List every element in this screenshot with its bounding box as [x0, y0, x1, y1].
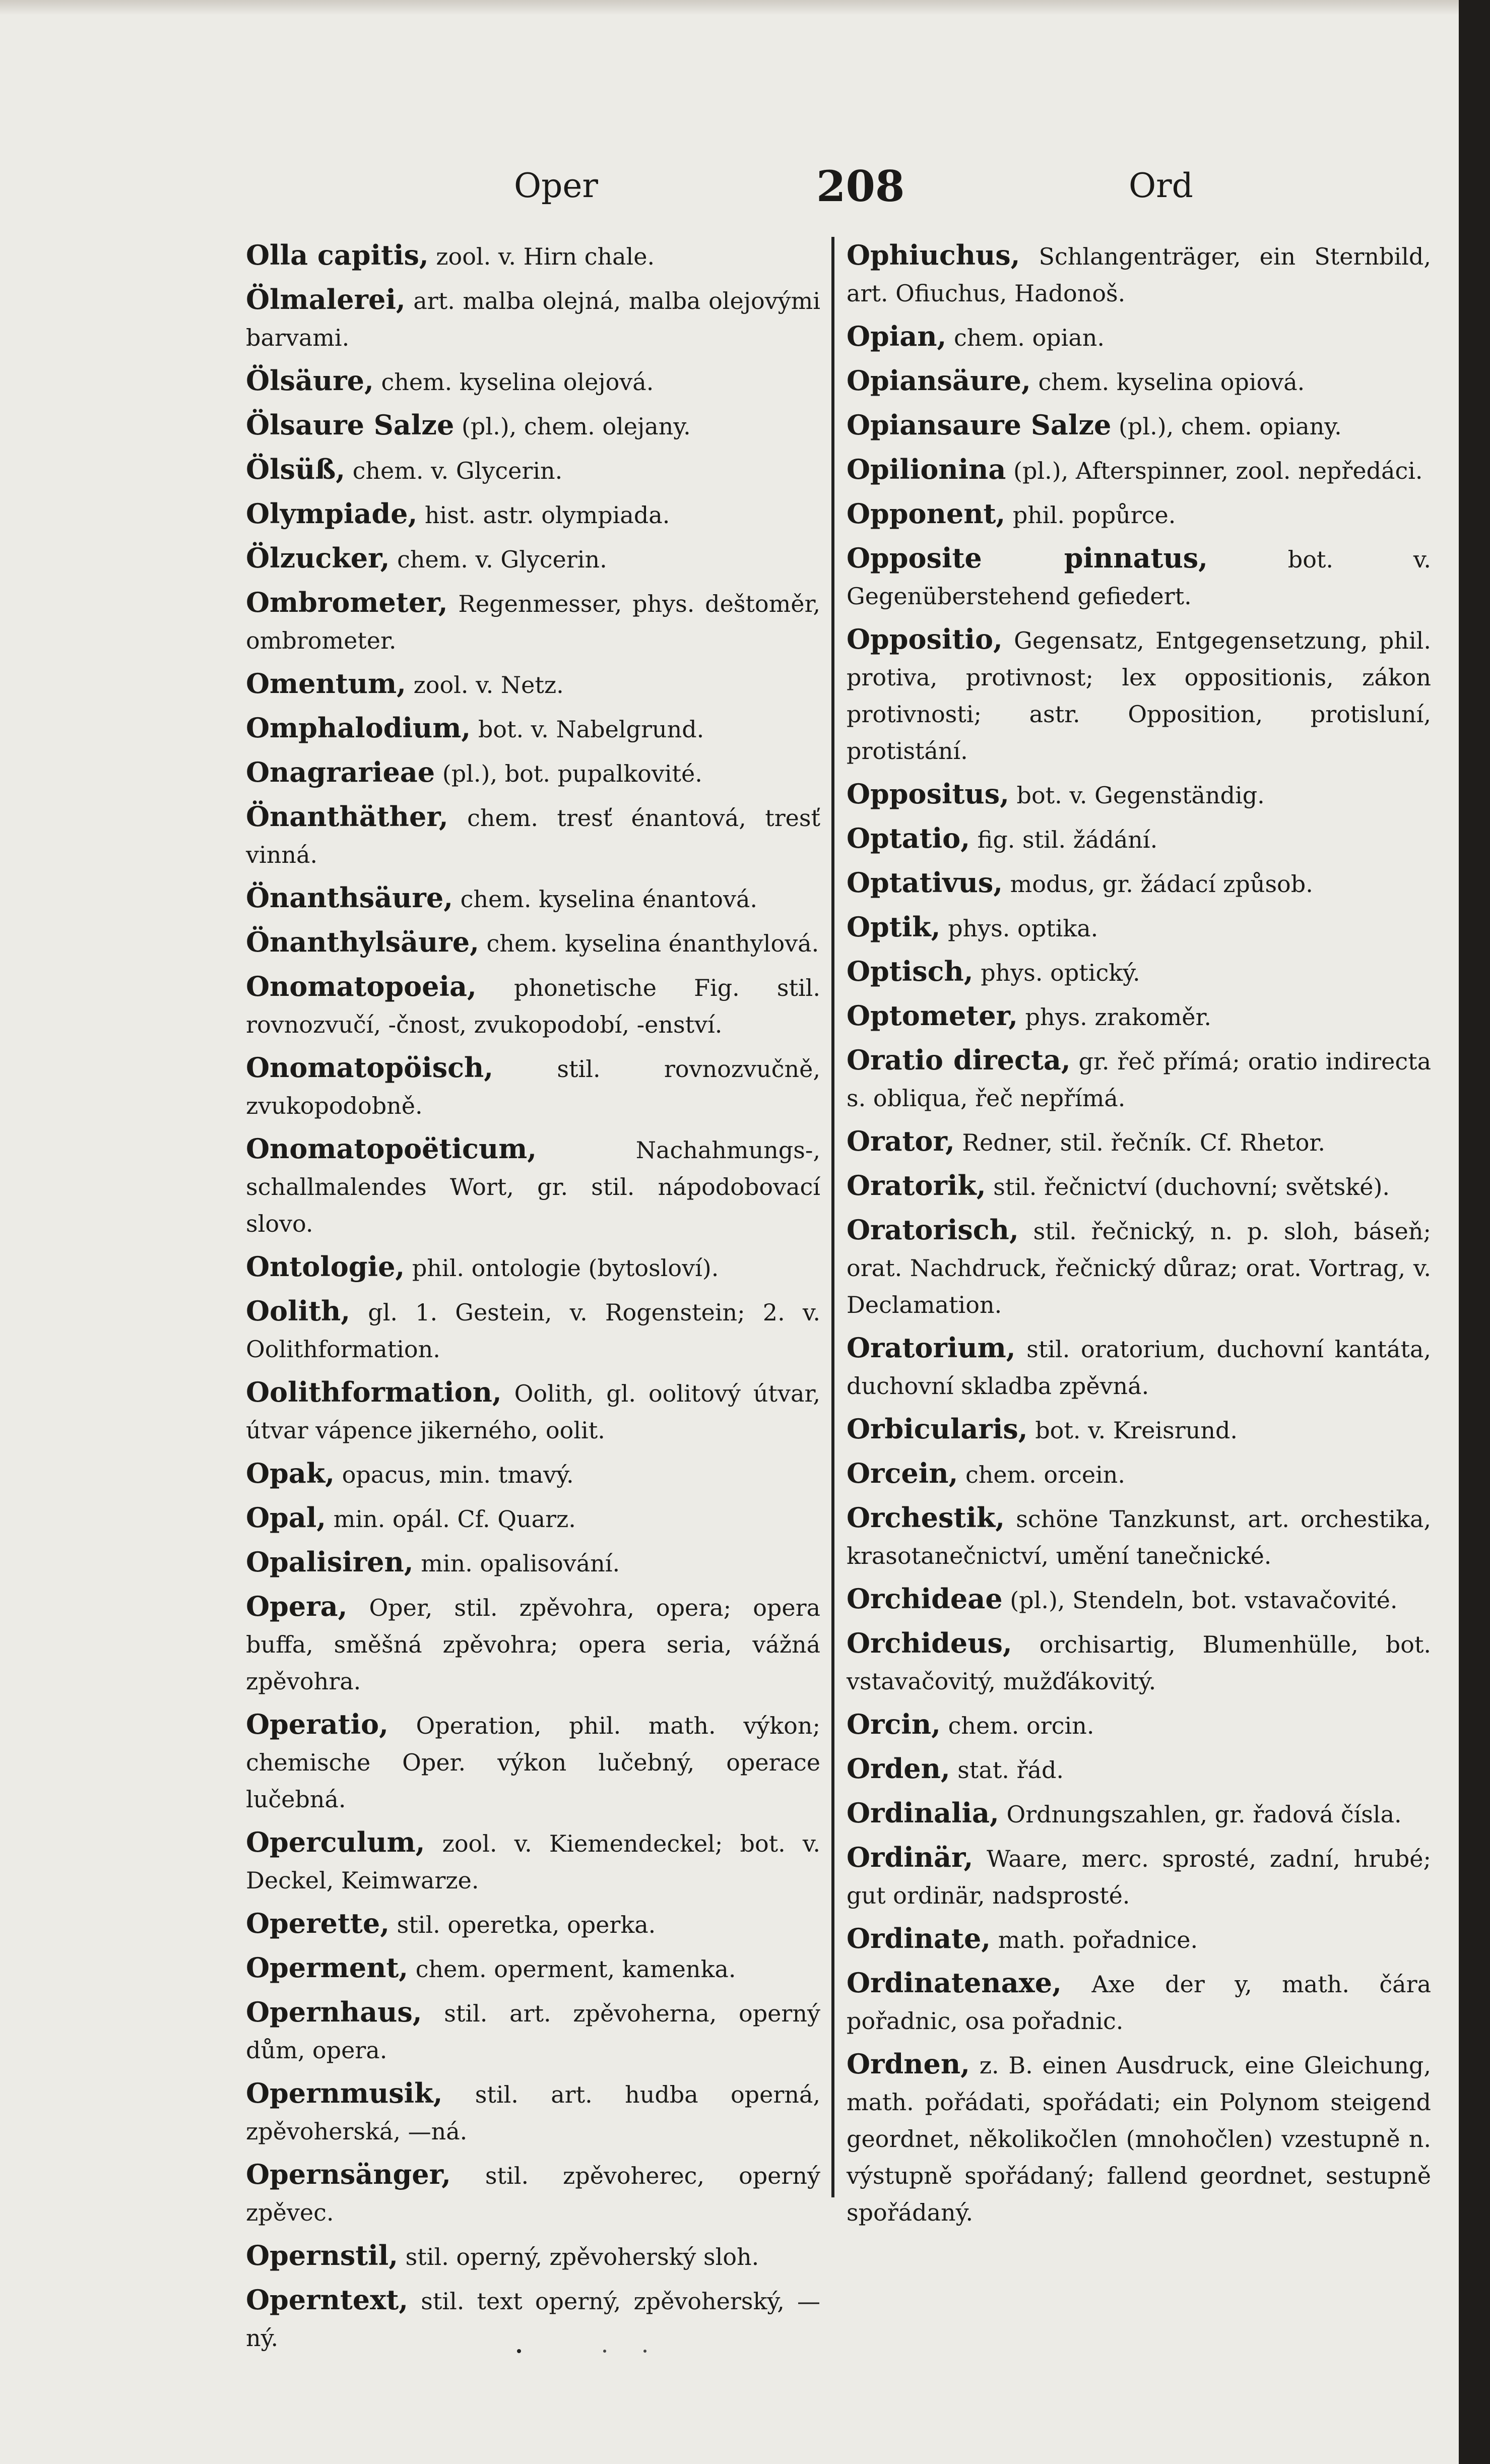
dictionary-entry: [847, 451, 1431, 489]
entry-gloss: modus, gr. žádací způsob.: [1010, 870, 1313, 898]
entry-gloss: Redner, stil. řečník. Cf. Rhetor.: [962, 1129, 1325, 1156]
dictionary-entry: [246, 362, 820, 401]
entry-headword: Opernhaus,: [246, 1996, 422, 2028]
entry-gloss: art. malba olejná, malba olejovými barvami.: [246, 287, 820, 351]
entry-gloss: (pl.), Stendeln, bot. vstavačovité.: [1010, 1587, 1398, 1614]
dictionary-entry: [847, 1411, 1431, 1449]
entry-gloss: stil. zpěvoherec, operný zpěvec.: [246, 2162, 820, 2226]
dictionary-entry: [847, 1839, 1431, 1914]
entry-gloss: bot. v. Gegenüberstehend gefiedert.: [847, 546, 1431, 610]
entry-headword: Oratorik,: [847, 1169, 986, 1202]
scan-top-edge: [0, 0, 1490, 15]
dictionary-entry: [847, 1795, 1431, 1833]
dictionary-entry: [847, 318, 1431, 356]
entry-gloss: stat. řád.: [957, 1756, 1064, 1784]
entry-gloss: phys. zrakoměr.: [1025, 1003, 1212, 1031]
entry-gloss: stil. řečnictví (duchovní; světské).: [993, 1173, 1390, 1201]
footer-marks: [514, 2344, 665, 2359]
entry-headword: Ölsäure,: [246, 364, 374, 397]
entry-headword: Optik,: [847, 911, 941, 943]
entry-gloss: (pl.), bot. pupalkovité.: [442, 760, 702, 787]
dictionary-entry: [246, 495, 820, 534]
entry-gloss: bot. v. Kreisrund.: [1035, 1417, 1238, 1444]
entry-headword: Olympiade,: [246, 497, 418, 530]
entry-gloss: fig. stil. žádání.: [977, 826, 1158, 853]
right-column: [847, 237, 1431, 2237]
entry-gloss: chem. kyselina énantová.: [460, 886, 758, 913]
entry-headword: Onomatopoëticum,: [246, 1132, 537, 1165]
entry-gloss: Oper, stil. zpěvohra, opera; opera buffa, směšná zpěvohra; opera seria, vážná zpěvohra.: [246, 1594, 820, 1695]
dictionary-entry: [847, 1706, 1431, 1744]
entry-headword: Opiansäure,: [847, 364, 1031, 397]
dictionary-entry: [246, 665, 820, 704]
entry-gloss: zool. v. Kiemendeckel; bot. v. Deckel, Keimwarze.: [246, 1830, 820, 1894]
entry-headword: Orchideus,: [847, 1627, 1012, 1659]
dictionary-entry: [847, 909, 1431, 947]
entry-headword: Opian,: [847, 320, 947, 352]
dictionary-entry: [847, 776, 1431, 814]
entry-gloss: bot. v. Gegenständig.: [1016, 782, 1265, 809]
entry-headword: Önanthäther,: [246, 800, 448, 833]
dictionary-entry: [847, 540, 1431, 615]
entry-headword: Opernmusik,: [246, 2077, 443, 2109]
entry-gloss: gr. řeč přímá; oratio indirecta s. obliqua, řeč nepřímá.: [847, 1048, 1432, 1112]
entry-gloss: min. opalisování.: [421, 1550, 620, 1577]
entry-headword: Opalisiren,: [246, 1546, 414, 1578]
dictionary-entry: [847, 953, 1431, 991]
entry-headword: Operatio,: [246, 1708, 388, 1740]
entry-gloss: zool. v. Netz.: [413, 671, 564, 699]
dictionary-entry: [847, 820, 1431, 858]
entry-headword: Ordinalia,: [847, 1797, 999, 1829]
dictionary-entry: [847, 1499, 1431, 1574]
column-divider: [831, 237, 834, 2197]
dictionary-entry: [246, 798, 820, 873]
entry-gloss: min. opál. Cf. Quarz.: [333, 1505, 576, 1533]
entry-headword: Oratio directa,: [847, 1044, 1071, 1076]
dictionary-entry: [246, 710, 820, 748]
entry-gloss: chem. opian.: [954, 324, 1105, 351]
entry-gloss: stil. text operný, zpěvoherský, —ný.: [246, 2288, 820, 2352]
entry-gloss: Ordnungszahlen, gr. řadová čísla.: [1006, 1801, 1402, 1828]
entry-gloss: chem. v. Glycerin.: [352, 457, 563, 484]
entry-gloss: Schlangenträger, ein Sternbild, art. Ofiuchus, Hadonoš.: [847, 243, 1431, 307]
entry-gloss: math. pořadnice.: [998, 1926, 1198, 1953]
header-left-guideword: Oper: [514, 166, 598, 205]
entry-gloss: phonetische Fig. stil. rovnozvučí, -čnost, zvukopodobí, -enství.: [246, 974, 821, 1038]
entry-gloss: phil. ontologie (bytosloví).: [412, 1254, 719, 1282]
entry-headword: Ölzucker,: [246, 542, 390, 574]
dictionary-entry: [847, 1212, 1431, 1323]
entry-headword: Operculum,: [246, 1826, 425, 1858]
dictionary-entry: [847, 2046, 1431, 2231]
dictionary-entry: [847, 407, 1431, 445]
entry-gloss: stil. operný, zpěvoherský sloh.: [405, 2243, 759, 2270]
page-number: 208: [816, 161, 905, 211]
entry-headword: Onagrarieae: [246, 756, 435, 788]
entry-gloss: opacus, min. tmavý.: [342, 1461, 574, 1488]
entry-gloss: z. B. einen Ausdruck, eine Gleichung, math. pořádati, spořádati; ein Polynom steigend geordnet, několikočlen (mnohočlen) vzestupně n. výstupně spořádaný; fallend geordnet, sestupně spořádaný.: [847, 2052, 1432, 2226]
entry-headword: Opilionina: [847, 453, 1006, 485]
entry-headword: Ordinate,: [847, 1922, 991, 1954]
dictionary-entry: [246, 1824, 820, 1899]
dictionary-entry: [847, 621, 1431, 770]
dictionary-entry: [246, 1706, 820, 1818]
dictionary-entry: [847, 1167, 1431, 1206]
entry-headword: Oppositio,: [847, 623, 1003, 655]
entry-headword: Ontologie,: [246, 1250, 405, 1283]
entry-gloss: chem. tresť énantová, tresť vinná.: [246, 804, 820, 868]
entry-gloss: stil. oratorium, duchovní kantáta, duchovní skladba zpěvná.: [847, 1336, 1431, 1400]
dictionary-entry: [847, 1330, 1431, 1405]
dictionary-entry: [246, 584, 820, 659]
entry-headword: Optisch,: [847, 955, 974, 987]
entry-headword: Opposite pinnatus,: [847, 542, 1208, 574]
entry-headword: Opak,: [246, 1457, 335, 1489]
dictionary-entry: [847, 362, 1431, 401]
entry-headword: Ölmalerei,: [246, 283, 406, 315]
dictionary-entry: [246, 1949, 820, 1988]
entry-gloss: phys. optický.: [981, 959, 1140, 986]
dictionary-entry: [246, 1293, 820, 1368]
entry-headword: Orden,: [847, 1752, 950, 1785]
entry-gloss: chem. orcin.: [948, 1712, 1094, 1739]
entry-headword: Ordnen,: [847, 2048, 970, 2080]
entry-gloss: Nachahmungs-, schallmalendes Wort, gr. stil. nápodobovací slovo.: [246, 1136, 820, 1237]
dictionary-entry: [847, 1920, 1431, 1958]
entry-gloss: Oolith, gl. oolitový útvar, útvar vápence jikerného, oolit.: [246, 1380, 821, 1444]
entry-headword: Opiansaure Salze: [847, 409, 1112, 441]
entry-headword: Orcin,: [847, 1708, 941, 1740]
dictionary-entry: [246, 2075, 820, 2150]
entry-headword: Önanthylsäure,: [246, 926, 479, 958]
entry-gloss: Gegensatz, Entgegensetzung, phil. protiva, protivnost; lex oppositionis, zákon protivnosti; astr. Opposition, protisluní, protistání.: [847, 627, 1432, 765]
scan-right-edge: [1459, 0, 1490, 2464]
entry-gloss: stil. operetka, operka.: [397, 1911, 656, 1938]
entry-gloss: chem. kyselina olejová.: [381, 368, 654, 396]
dictionary-entry: [246, 1994, 820, 2069]
dictionary-entry: [246, 1455, 820, 1493]
entry-headword: Oppositus,: [847, 778, 1009, 810]
dictionary-entry: [246, 407, 820, 445]
entry-headword: Omentum,: [246, 667, 406, 700]
entry-headword: Optometer,: [847, 999, 1018, 1032]
entry-headword: Ordinär,: [847, 1841, 974, 1873]
dictionary-entry: [847, 997, 1431, 1036]
dictionary-entry: [847, 1581, 1431, 1619]
entry-headword: Oolith,: [246, 1295, 351, 1327]
entry-headword: Optativus,: [847, 866, 1003, 899]
entry-headword: Oolithformation,: [246, 1376, 502, 1408]
entry-gloss: phys. optika.: [948, 915, 1098, 942]
entry-headword: Ombrometer,: [246, 586, 448, 618]
dictionary-entry: [847, 1750, 1431, 1789]
entry-headword: Oratorium,: [847, 1332, 1016, 1364]
dictionary-entry: [246, 281, 820, 356]
entry-gloss: Axe der y, math. čára pořadnic, osa pořadnic.: [847, 1971, 1431, 2035]
entry-gloss: gl. 1. Gestein, v. Rogenstein; 2. v. Oolithformation.: [246, 1299, 820, 1363]
entry-gloss: stil. řečnický, n. p. sloh, báseň; orat. Nachdruck, řečnický důraz; orat. Vortrag, v. Declamation.: [847, 1218, 1431, 1318]
dictionary-entry: [246, 1374, 820, 1449]
entry-gloss: chem. orcein.: [965, 1461, 1126, 1488]
entry-headword: Onomatopoeia,: [246, 970, 477, 1002]
dictionary-entry: [847, 1625, 1431, 1700]
dictionary-entry: [246, 1049, 820, 1124]
entry-headword: Ordinatenaxe,: [847, 1967, 1062, 1999]
entry-headword: Opernsänger,: [246, 2158, 451, 2190]
entry-headword: Optatio,: [847, 822, 970, 854]
entry-headword: Orbicularis,: [847, 1413, 1028, 1445]
dictionary-entry: [847, 1123, 1431, 1161]
entry-headword: Opernstil,: [246, 2239, 399, 2271]
entry-gloss: chem. kyselina énanthylová.: [486, 930, 819, 957]
dictionary-entry: [246, 1248, 820, 1287]
entry-gloss: chem. operment, kamenka.: [415, 1955, 736, 1983]
entry-gloss: phil. popůrce.: [1012, 501, 1176, 529]
entry-gloss: bot. v. Nabelgrund.: [478, 716, 704, 743]
entry-gloss: Waare, merc. sprosté, zadní, hrubé; gut ordinär, nadsprosté.: [847, 1845, 1431, 1909]
entry-gloss: (pl.), chem. opiany.: [1118, 413, 1342, 440]
entry-headword: Orator,: [847, 1125, 955, 1157]
dictionary-entry: [847, 495, 1431, 534]
dictionary-entry: [246, 2156, 820, 2231]
running-head: [242, 161, 1431, 232]
dictionary-entry: [246, 968, 820, 1043]
entry-headword: Orchideae: [847, 1583, 1003, 1615]
entry-gloss: Regenmesser, phys. deštoměr, ombrometer.: [246, 590, 820, 654]
entry-gloss: stil. rovnozvučně, zvukopodobně.: [246, 1055, 820, 1119]
entry-headword: Orchestik,: [847, 1501, 1005, 1534]
dictionary-page: [242, 161, 1441, 2379]
entry-gloss: hist. astr. olympiada.: [424, 501, 670, 529]
dictionary-entry: [847, 237, 1431, 312]
dictionary-entry: [246, 1588, 820, 1700]
entry-headword: Önanthsäure,: [246, 881, 454, 914]
entry-gloss: Operation, phil. math. výkon; chemische Oper. výkon lučebný, operace lučebná.: [246, 1712, 820, 1813]
entry-gloss: (pl.), chem. olejany.: [461, 413, 691, 440]
entry-headword: Omphalodium,: [246, 712, 471, 744]
dictionary-entry: [246, 2237, 820, 2276]
entry-headword: Oratorisch,: [847, 1214, 1019, 1246]
dictionary-entry: [246, 1905, 820, 1943]
entry-headword: Olla capitis,: [246, 239, 429, 271]
entry-gloss: schöne Tanzkunst, art. orchestika, krasotanečnictví, umění tanečnické.: [847, 1505, 1431, 1569]
dictionary-entry: [246, 754, 820, 792]
dictionary-entry: [246, 1130, 820, 1242]
dictionary-entry: [246, 237, 820, 275]
header-right-guideword: Ord: [1129, 166, 1193, 205]
dictionary-entry: [246, 1499, 820, 1538]
dictionary-entry: [246, 1544, 820, 1582]
entry-gloss: orchisartig, Blumenhülle, bot. vstavačovitý, mužďákovitý.: [847, 1631, 1431, 1695]
dictionary-entry: [246, 540, 820, 578]
dictionary-entry: [246, 924, 820, 962]
entry-headword: Ölsüß,: [246, 453, 346, 485]
entry-headword: Opera,: [246, 1590, 348, 1622]
entry-headword: Ophiuchus,: [847, 239, 1020, 271]
entry-headword: Opal,: [246, 1501, 327, 1534]
dictionary-entry: [847, 1455, 1431, 1493]
dictionary-entry: [847, 864, 1431, 903]
entry-headword: Operntext,: [246, 2284, 409, 2316]
entry-gloss: chem. kyselina opiová.: [1038, 368, 1305, 396]
left-column: [246, 237, 820, 2363]
entry-gloss: stil. art. hudba operná, zpěvoherská, —ná.: [246, 2081, 821, 2145]
dictionary-entry: [246, 879, 820, 918]
entry-headword: Onomatopöisch,: [246, 1051, 494, 1084]
entry-headword: Ölsaure Salze: [246, 409, 455, 441]
entry-gloss: chem. v. Glycerin.: [397, 546, 607, 573]
dictionary-entry: [847, 1042, 1431, 1117]
entry-headword: Operette,: [246, 1907, 390, 1939]
entry-gloss: zool. v. Hirn chale.: [436, 243, 655, 270]
entry-gloss: stil. art. zpěvoherna, operný dům, opera.: [246, 2000, 821, 2064]
dictionary-entry: [246, 451, 820, 489]
entry-headword: Operment,: [246, 1951, 409, 1984]
entry-headword: Opponent,: [847, 497, 1006, 530]
entry-headword: Orcein,: [847, 1457, 958, 1489]
entry-gloss: (pl.), Afterspinner, zool. nepředáci.: [1013, 457, 1423, 484]
dictionary-entry: [847, 1965, 1431, 2040]
